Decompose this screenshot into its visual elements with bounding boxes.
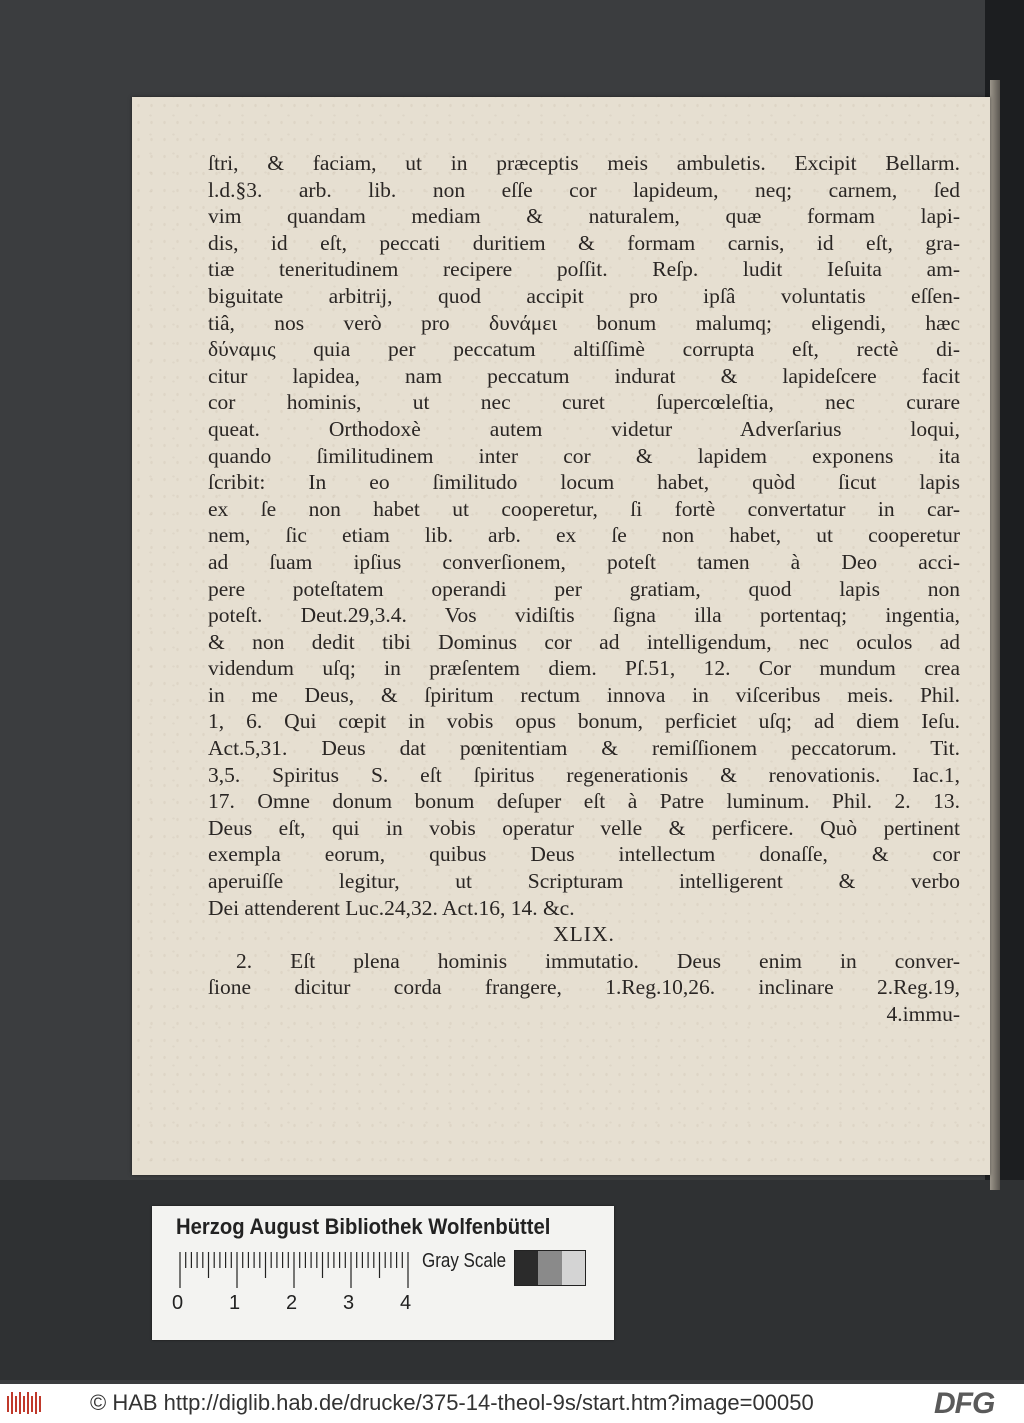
text-line: tiâ, nos verò pro δυνάμει bonum malumq; eligendi, hæc bbox=[208, 310, 960, 335]
text-line: tiæ teneritudinem recipere poſſit. Reſp. ludit Ieſuita am- bbox=[208, 257, 960, 282]
text-line: l.d.§3. arb. lib. non eſſe cor lapideum, neq; carnem, ſed bbox=[208, 177, 960, 202]
text-line: poteſt. Deut.29,3.4. Vos vidiſtis ſigna illa portentaq; ingentia, bbox=[208, 603, 960, 628]
gray-swatch bbox=[515, 1251, 538, 1285]
text-line: nem, ſic etiam lib. arb. ex ſe non habet, ut cooperetur bbox=[208, 523, 960, 548]
gray-swatch bbox=[562, 1251, 585, 1285]
text-line: cor hominis, ut nec curet ſupercœleſtia, nec curare bbox=[208, 390, 960, 415]
footer-url: © HAB http://diglib.hab.de/drucke/375-14-theol-9s/start.htm?image=00050 bbox=[90, 1390, 814, 1415]
gray-swatch bbox=[538, 1251, 561, 1285]
text-line: ſione dicitur corda frangere, 1.Reg.10,26. inclinare 2.Reg.19, bbox=[208, 975, 960, 1000]
text-line: pere poteſtatem operandi per gratiam, quod lapis non bbox=[208, 576, 960, 601]
ruler-number: 2 bbox=[286, 1292, 298, 1314]
ruler-numbers bbox=[168, 1292, 428, 1316]
dfg-logo: DFG bbox=[934, 1387, 995, 1420]
text-line: ad ſuam ipſius converſionem, poteſt tamen à Deo acci- bbox=[208, 549, 960, 574]
text-line: Deus eſt, qui in vobis operatur velle & perficere. Quò pertinent bbox=[208, 815, 960, 840]
text-line: ſtri, & faciam, ut in præceptis meis ambuletis. Excipit Bellarm. bbox=[208, 151, 960, 175]
text-line: vim quandam mediam & naturalem, quæ formam lapi- bbox=[208, 204, 960, 229]
gray-scale-label: Gray Scale bbox=[422, 1250, 507, 1272]
text-line: 4.immu- bbox=[886, 1002, 960, 1026]
text-line: videndum uſq; in præſentem diem. Pſ.51, 12. Cor mundum crea bbox=[208, 656, 960, 681]
text-line: 3,5. Spiritus S. eſt ſpiritus regenerationis & renovationis. Iac.1, bbox=[208, 762, 960, 787]
text-line: quando ſimilitudinem inter cor & lapidem exponens ita bbox=[208, 443, 960, 468]
text-line: 17. Omne donum bonum deſuper eſt à Patre luminum. Phil. 2. 13. bbox=[208, 789, 960, 814]
text-line: ex ſe non habet ut cooperetur, ſi fortè convertatur in car- bbox=[208, 496, 960, 521]
ruler-number: 4 bbox=[400, 1292, 412, 1314]
book-gutter bbox=[990, 80, 1000, 1190]
text-line: aperuiſſe legitur, ut Scripturam intelligerent & verbo bbox=[208, 869, 960, 894]
calibration-card bbox=[152, 1206, 614, 1340]
text-line: XLIX. bbox=[553, 922, 615, 947]
ruler-number: 0 bbox=[172, 1292, 184, 1314]
page-text bbox=[208, 150, 960, 1028]
card-title: Herzog August Bibliothek Wolfenbüttel bbox=[176, 1214, 551, 1239]
text-line: queat. Orthodoxè autem videtur Adverſarius loqui, bbox=[208, 416, 960, 441]
gray-scale-bar bbox=[514, 1250, 586, 1286]
text-line: biguitate arbitrij, quod accipit pro ipſâ voluntatis eſſen- bbox=[208, 283, 960, 308]
text-line: citur lapidea, nam peccatum indurat & lapideſcere facit bbox=[208, 363, 960, 388]
text-line: 2. Eſt plena hominis immutatio. Deus enim in conver- bbox=[236, 948, 960, 973]
text-line: dis, id eſt, peccati duritiem & formam carnis, id eſt, gra- bbox=[208, 230, 960, 255]
text-line: δύναμις quia per peccatum altiſſimè corrupta eſt, rectè di- bbox=[208, 337, 960, 362]
text-line: Act.5,31. Deus dat pœnitentiam & remiſſionem peccatorum. Tit. bbox=[208, 736, 960, 761]
footer-bar bbox=[0, 1384, 1024, 1423]
text-line: ſcribit: In eo ſimilitudo locum habet, quòd ſicut lapis bbox=[208, 470, 960, 495]
text-line: 1, 6. Qui cœpit in vobis opus bonum, perficiet uſq; ad diem Ieſu. bbox=[208, 709, 960, 734]
text-line: in me Deus, & ſpiritum rectum innova in viſceribus meis. Phil. bbox=[208, 682, 960, 707]
text-line: & non dedit tibi Dominus cor ad intelligendum, nec oculos ad bbox=[208, 629, 960, 654]
text-line: exempla eorum, quibus Deus intellectum donaſſe, & cor bbox=[208, 842, 960, 867]
ruler-number: 3 bbox=[343, 1292, 355, 1314]
text-line: Dei attenderent Luc.24,32. Act.16, 14. &c. bbox=[208, 895, 575, 920]
hab-logo-icon bbox=[6, 1390, 46, 1416]
ruler-number: 1 bbox=[229, 1292, 241, 1314]
